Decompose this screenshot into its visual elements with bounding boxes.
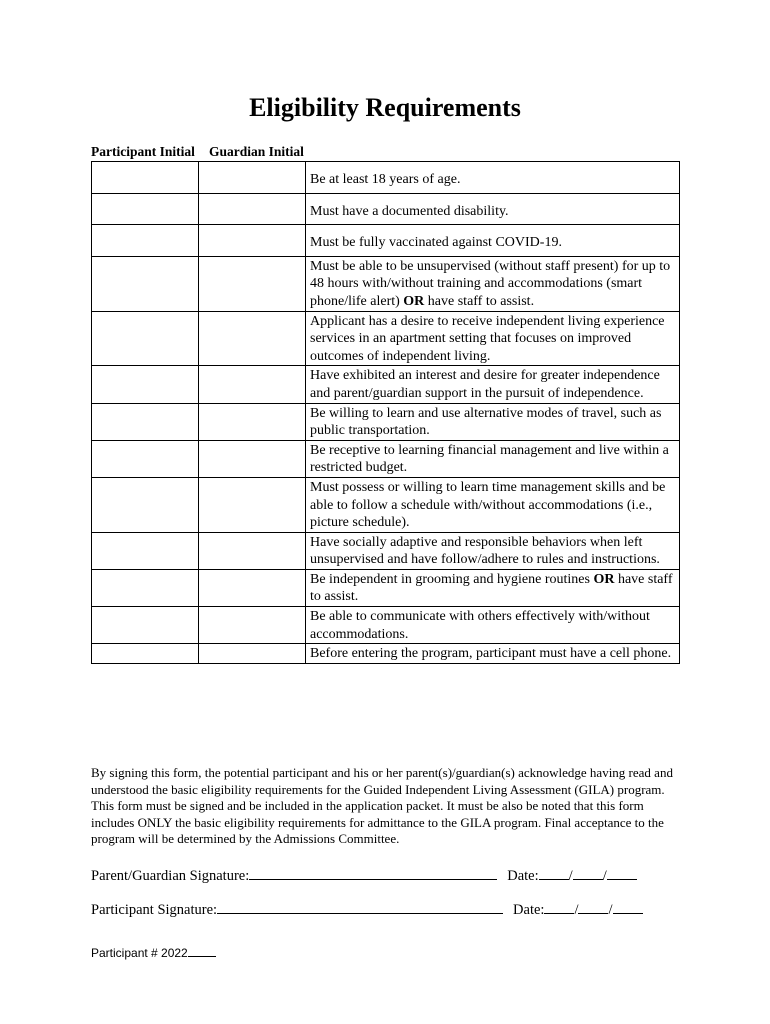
participant-initial-cell[interactable] bbox=[92, 403, 199, 440]
page-title: Eligibility Requirements bbox=[249, 93, 521, 122]
requirement-text: Applicant has a desire to receive independent living experience services in an apartment setting that focuses on improved outcomes of independent living. bbox=[306, 311, 680, 366]
participant-initial-header: Participant Initial bbox=[91, 144, 195, 159]
participant-number bbox=[91, 945, 216, 960]
participant-initial-cell[interactable] bbox=[92, 256, 199, 311]
acknowledgement-paragraph: By signing this form, the potential participant and his or her parent(s)/guardian(s) acknowledge having read and understood the basic eligibility requirements for the Guided Independent Living Assessment (GILA) program. This form must be signed and be included in the application packet. It must be also be noted that this form includes ONLY the basic eligibility requirements for admittance to the GILA program. Final acceptance to the program will be determined by the Admissions Committee. bbox=[91, 765, 673, 847]
participant-initial-cell[interactable] bbox=[92, 569, 199, 606]
participant-initial-cell[interactable] bbox=[92, 193, 199, 225]
requirement-text: Have socially adaptive and responsible behaviors when left unsupervised and have follow/adhere to rules and instructions. bbox=[306, 532, 680, 569]
guardian-date-label: Date: bbox=[507, 868, 539, 884]
guardian-initial-cell[interactable] bbox=[199, 225, 306, 257]
participant-number-label: Participant # 2022 bbox=[91, 946, 188, 960]
requirement-row bbox=[92, 607, 680, 644]
participant-initial-cell[interactable] bbox=[92, 440, 199, 477]
requirement-text: Before entering the program, participant must have a cell phone. bbox=[306, 644, 680, 664]
participant-initial-cell[interactable] bbox=[92, 532, 199, 569]
guardian-signature-label: Parent/Guardian Signature: bbox=[91, 868, 250, 884]
requirement-row bbox=[92, 644, 680, 664]
participant-initial-cell[interactable] bbox=[92, 366, 199, 403]
requirement-text: Be independent in grooming and hygiene routines OR have staff to assist. bbox=[306, 569, 680, 606]
requirement-text: Must have a documented disability. bbox=[306, 193, 680, 225]
requirement-text: Must be fully vaccinated against COVID-19. bbox=[306, 225, 680, 257]
participant-initial-cell[interactable] bbox=[92, 225, 199, 257]
guardian-initial-cell[interactable] bbox=[199, 477, 306, 532]
requirement-text: Must be able to be unsupervised (without staff present) for up to 48 hours with/without training and accommodations (smart phone/life alert) OR have staff to assist. bbox=[306, 256, 680, 311]
guardian-initial-cell[interactable] bbox=[199, 256, 306, 311]
emphasis-or: OR bbox=[593, 571, 615, 587]
guardian-signature-field[interactable] bbox=[249, 865, 497, 880]
guardian-initial-header: Guardian Initial bbox=[209, 144, 304, 159]
requirement-row bbox=[92, 477, 680, 532]
guardian-initial-cell[interactable] bbox=[199, 311, 306, 366]
guardian-initial-cell[interactable] bbox=[199, 440, 306, 477]
requirement-row bbox=[92, 162, 680, 194]
guardian-initial-cell[interactable] bbox=[199, 366, 306, 403]
requirement-row bbox=[92, 366, 680, 403]
guardian-signature-line: Parent/Guardian Signature: Date: / / bbox=[91, 865, 637, 885]
participant-initial-cell[interactable] bbox=[92, 162, 199, 194]
requirement-text: Have exhibited an interest and desire for greater independence and parent/guardian support in the pursuit of independence. bbox=[306, 366, 680, 403]
participant-date-label: Date: bbox=[513, 902, 545, 918]
requirement-text: Be able to communicate with others effectively with/without accommodations. bbox=[306, 607, 680, 644]
requirement-row bbox=[92, 440, 680, 477]
guardian-initial-cell[interactable] bbox=[199, 193, 306, 225]
guardian-initial-cell[interactable] bbox=[199, 532, 306, 569]
guardian-initial-cell[interactable] bbox=[199, 607, 306, 644]
participant-date-year[interactable] bbox=[613, 899, 643, 914]
participant-initial-cell[interactable] bbox=[92, 311, 199, 366]
guardian-date-year[interactable] bbox=[607, 865, 637, 880]
guardian-initial-cell[interactable] bbox=[199, 569, 306, 606]
guardian-date-day[interactable] bbox=[573, 865, 603, 880]
requirement-text: Must possess or willing to learn time management skills and be able to follow a schedule with/without accommodations (i.e., picture schedule). bbox=[306, 477, 680, 532]
participant-initial-cell[interactable] bbox=[92, 607, 199, 644]
guardian-date-month[interactable] bbox=[539, 865, 569, 880]
requirement-row bbox=[92, 225, 680, 257]
requirement-row bbox=[92, 256, 680, 311]
requirement-row bbox=[92, 193, 680, 225]
emphasis-or: OR bbox=[403, 293, 425, 309]
guardian-initial-cell[interactable] bbox=[199, 644, 306, 664]
requirement-row bbox=[92, 532, 680, 569]
participant-signature-label: Participant Signature: bbox=[91, 902, 218, 918]
requirement-text: Be willing to learn and use alternative modes of travel, such as public transportation. bbox=[306, 403, 680, 440]
participant-initial-cell[interactable] bbox=[92, 477, 199, 532]
participant-date-day[interactable] bbox=[578, 899, 608, 914]
requirements-table bbox=[91, 161, 680, 664]
guardian-initial-cell[interactable] bbox=[199, 162, 306, 194]
requirement-row bbox=[92, 403, 680, 440]
requirement-text: Be receptive to learning financial management and live within a restricted budget. bbox=[306, 440, 680, 477]
participant-number-field[interactable] bbox=[188, 945, 216, 957]
requirement-row bbox=[92, 569, 680, 606]
guardian-initial-cell[interactable] bbox=[199, 403, 306, 440]
requirement-text: Be at least 18 years of age. bbox=[306, 162, 680, 194]
participant-date-month[interactable] bbox=[544, 899, 574, 914]
participant-signature-line: Participant Signature: Date: / / bbox=[91, 899, 643, 919]
requirement-row bbox=[92, 311, 680, 366]
participant-initial-cell[interactable] bbox=[92, 644, 199, 664]
participant-signature-field[interactable] bbox=[217, 899, 503, 914]
